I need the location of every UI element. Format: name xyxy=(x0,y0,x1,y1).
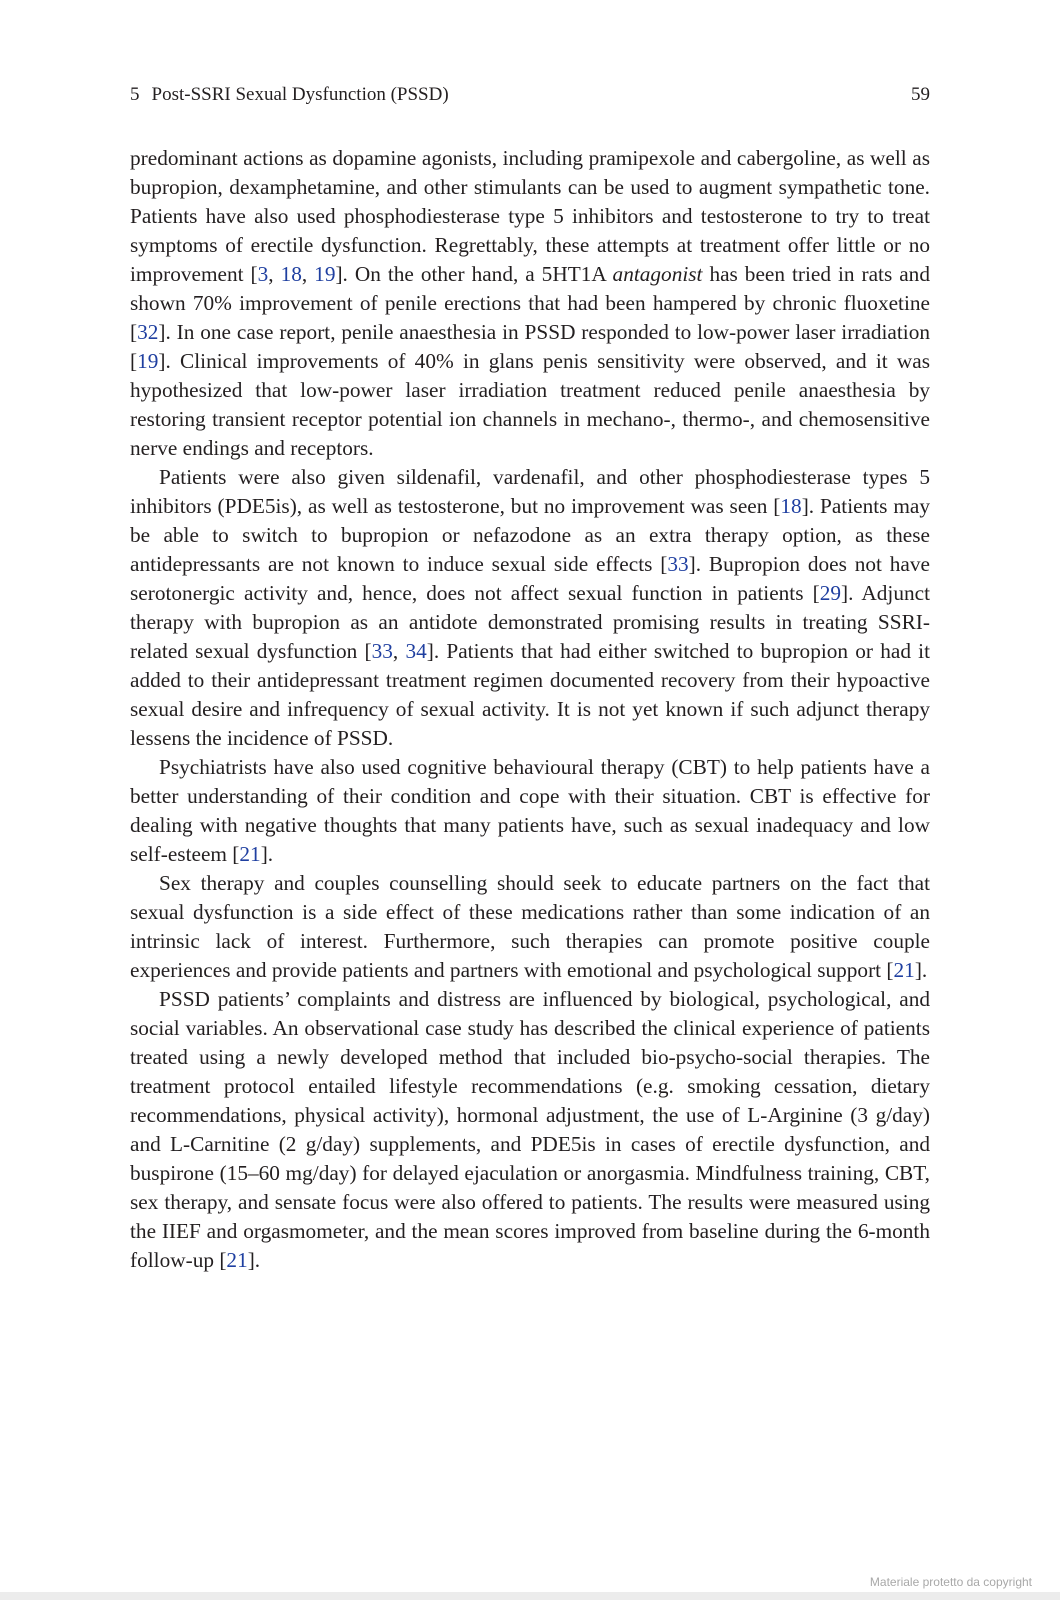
text-run: , xyxy=(268,262,281,286)
text-run: ]. On the other hand, a 5HT1A xyxy=(335,262,613,286)
text-run: ]. Clinical improvements of 40% in glans penis sensitivity were observed, and it was hypothesized that low-power laser irradiation treatment reduced penile anaesthesia by restoring transient receptor potential ion channels in mechano-, thermo-, and chemosensitive nerve endings and receptors. xyxy=(130,349,930,460)
body-text xyxy=(130,144,930,1275)
citation-link[interactable]: 18 xyxy=(280,262,302,286)
citation-link[interactable]: 29 xyxy=(819,581,842,605)
citation-link[interactable]: 34 xyxy=(405,639,427,663)
copyright-watermark: Materiale protetto da copyright xyxy=(869,1575,1032,1589)
text-run: has been tried in rats and shown 70% improvement of penile erections that had been hampered by chronic fluoxetine [ xyxy=(130,262,930,344)
citation-link[interactable]: 21 xyxy=(226,1248,248,1272)
paragraph xyxy=(130,869,930,985)
text-run: predominant actions as dopamine agonists, including pramipexole and cabergoline, as well as bupropion, dexamphetamine, and other stimulants can be used to augment sympathetic tone. Patients have also used phosphodiesterase type 5 inhibitors and testosterone to try to treat symptoms of erectile dysfunction. Regrettably, these attempts at treatment offer little or no improvement [ xyxy=(130,146,930,286)
chapter-number: 5 xyxy=(130,84,140,105)
citation-link[interactable]: 33 xyxy=(371,639,393,663)
citation-link[interactable]: 3 xyxy=(257,262,269,286)
text-run: ]. xyxy=(247,1248,261,1272)
emphasis-text: antagonist xyxy=(612,262,703,286)
chapter-title: Post-SSRI Sexual Dysfunction (PSSD) xyxy=(151,84,449,105)
page-number: 59 xyxy=(911,84,930,105)
text-run: ]. xyxy=(914,958,928,982)
citation-link[interactable]: 19 xyxy=(137,349,159,373)
text-run: ]. xyxy=(260,842,274,866)
citation-link[interactable]: 21 xyxy=(893,958,915,982)
text-run: , xyxy=(301,262,315,286)
paragraph xyxy=(130,985,930,1275)
citation-link[interactable]: 33 xyxy=(667,552,689,576)
text-run: Sex therapy and couples counselling should seek to educate partners on the fact that sexual dysfunction is a side effect of these medications rather than some indication of an intrinsic lack of interest. Furthermore, such therapies can promote positive couple experiences and provide patients and partners with emotional and psychological support [ xyxy=(130,871,930,982)
bottom-edge xyxy=(0,1592,1060,1600)
text-run: Psychiatrists have also used cognitive behavioural therapy (CBT) to help patients have a better understanding of their condition and cope with their situation. CBT is effective for dealing with negative thoughts that many patients have, such as sexual inadequacy and low self-esteem [ xyxy=(130,755,930,866)
paragraph xyxy=(130,463,930,753)
paragraph xyxy=(130,144,930,463)
text-run: ]. Patients may be able to switch to bupropion or nefazodone as an extra therapy option, as these antidepressants are not known to induce sexual side effects [ xyxy=(130,494,930,576)
chapter-heading xyxy=(130,82,449,108)
citation-link[interactable]: 18 xyxy=(780,494,802,518)
text-run: PSSD patients’ complaints and distress are influenced by biological, psychological, and social variables. An observational case study has described the clinical experience of patients treated using a newly developed method that included bio-psycho-social therapies. The treatment protocol entailed lifestyle recommendations (e.g. smoking cessation, dietary recommendations, physical activity), hormonal adjustment, the use of L-Arginine (3 g/day) and L-Carnitine (2 g/day) supplements, and PDE5is in cases of erectile dysfunction, and buspirone (15–60 mg/day) for delayed ejaculation or anorgasmia. Mindfulness training, CBT, sex therapy, and sensate focus were also offered to patients. The results were measured using the IIEF and orgasmometer, and the mean scores improved from baseline during the 6-month follow-up [ xyxy=(130,987,930,1272)
text-run: Patients were also given sildenafil, vardenafil, and other phosphodiesterase types 5 inhibitors (PDE5is), as well as testosterone, but no improvement was seen [ xyxy=(130,465,930,518)
text-run: ]. Adjunct therapy with bupropion as an antidote demonstrated promising results in treating SSRI-related sexual dysfunction [ xyxy=(130,581,930,663)
text-run: , xyxy=(392,639,406,663)
citation-link[interactable]: 21 xyxy=(239,842,261,866)
citation-link[interactable]: 19 xyxy=(314,262,336,286)
paragraph xyxy=(130,753,930,869)
text-run: ]. Patients that had either switched to bupropion or had it added to their antidepressant treatment regimen documented recovery from their hypoactive sexual desire and infrequency of sexual activity. It is not yet known if such adjunct therapy lessens the incidence of PSSD. xyxy=(130,639,931,750)
running-head xyxy=(130,82,930,108)
text-run: ]. Bupropion does not have serotonergic activity and, hence, does not affect sexual function in patients [ xyxy=(130,552,930,605)
text-run: ]. In one case report, penile anaesthesia in PSSD responded to low-power laser irradiation [ xyxy=(130,320,930,373)
citation-link[interactable]: 32 xyxy=(137,320,159,344)
